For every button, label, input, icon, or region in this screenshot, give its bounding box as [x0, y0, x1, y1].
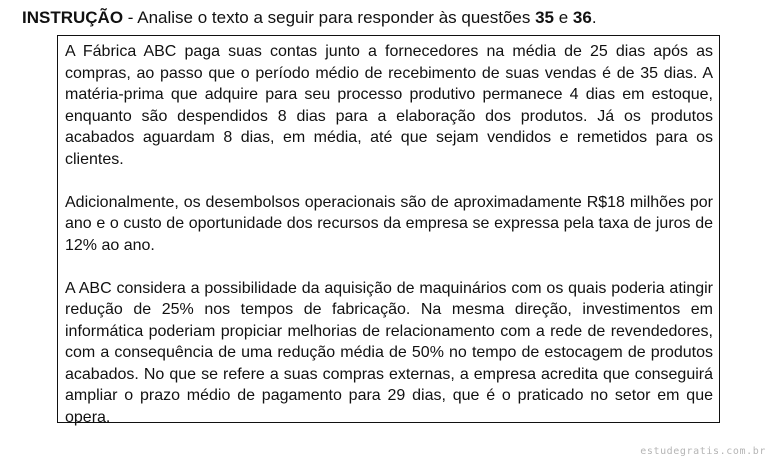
- passage-box: [57, 35, 720, 426]
- question-number-b: 36: [572, 8, 592, 27]
- question-number-a: 35: [535, 8, 555, 27]
- instruction-connector: e: [554, 8, 573, 27]
- passage-paragraph-3: A ABC considera a possibilidade da aquisição de maquinários com os quais poderia atingir redução de 25% nos tempos de fabricação. Na mesma direção, investimentos em informática poderiam propiciar melhorias de relacionamento com a rede de revendedores, com a consequência de uma redução média de 50% no tempo de estocagem de produtos acabados. No que se refere a suas compras externas, a empresa acredita que conseguirá ampliar o prazo médio de pagamento para 29 dias, que é o praticado no setor em que opera.: [65, 279, 713, 426]
- passage-paragraph-1: A Fábrica ABC paga suas contas junto a fornecedores na média de 25 dias após as compras, ao passo que o período médio de recebimento de suas vendas é de 35 dias. A matéria-prima que adquire para seu processo produtivo permanece 4 dias em estoque, enquanto são despendidos 8 dias para a elaboração dos produtos. Já os produtos acabados aguardam 8 dias, em média, até que sejam vendidos e remetidos para os clientes.: [65, 43, 713, 168]
- instruction-text: - Analise o texto a seguir para responder às questões: [123, 8, 536, 27]
- instruction-period: .: [591, 8, 597, 27]
- instruction-line: [22, 6, 597, 30]
- instruction-label: INSTRUÇÃO: [22, 8, 124, 27]
- passage-paragraph-2: Adicionalmente, os desembolsos operacionais são de aproximadamente R$18 milhões por ano e o custo de oportunidade dos recursos da empresa se expressa pela taxa de juros de 12% ao ano.: [65, 193, 713, 254]
- site-watermark: estudegratis.com.br: [640, 446, 766, 457]
